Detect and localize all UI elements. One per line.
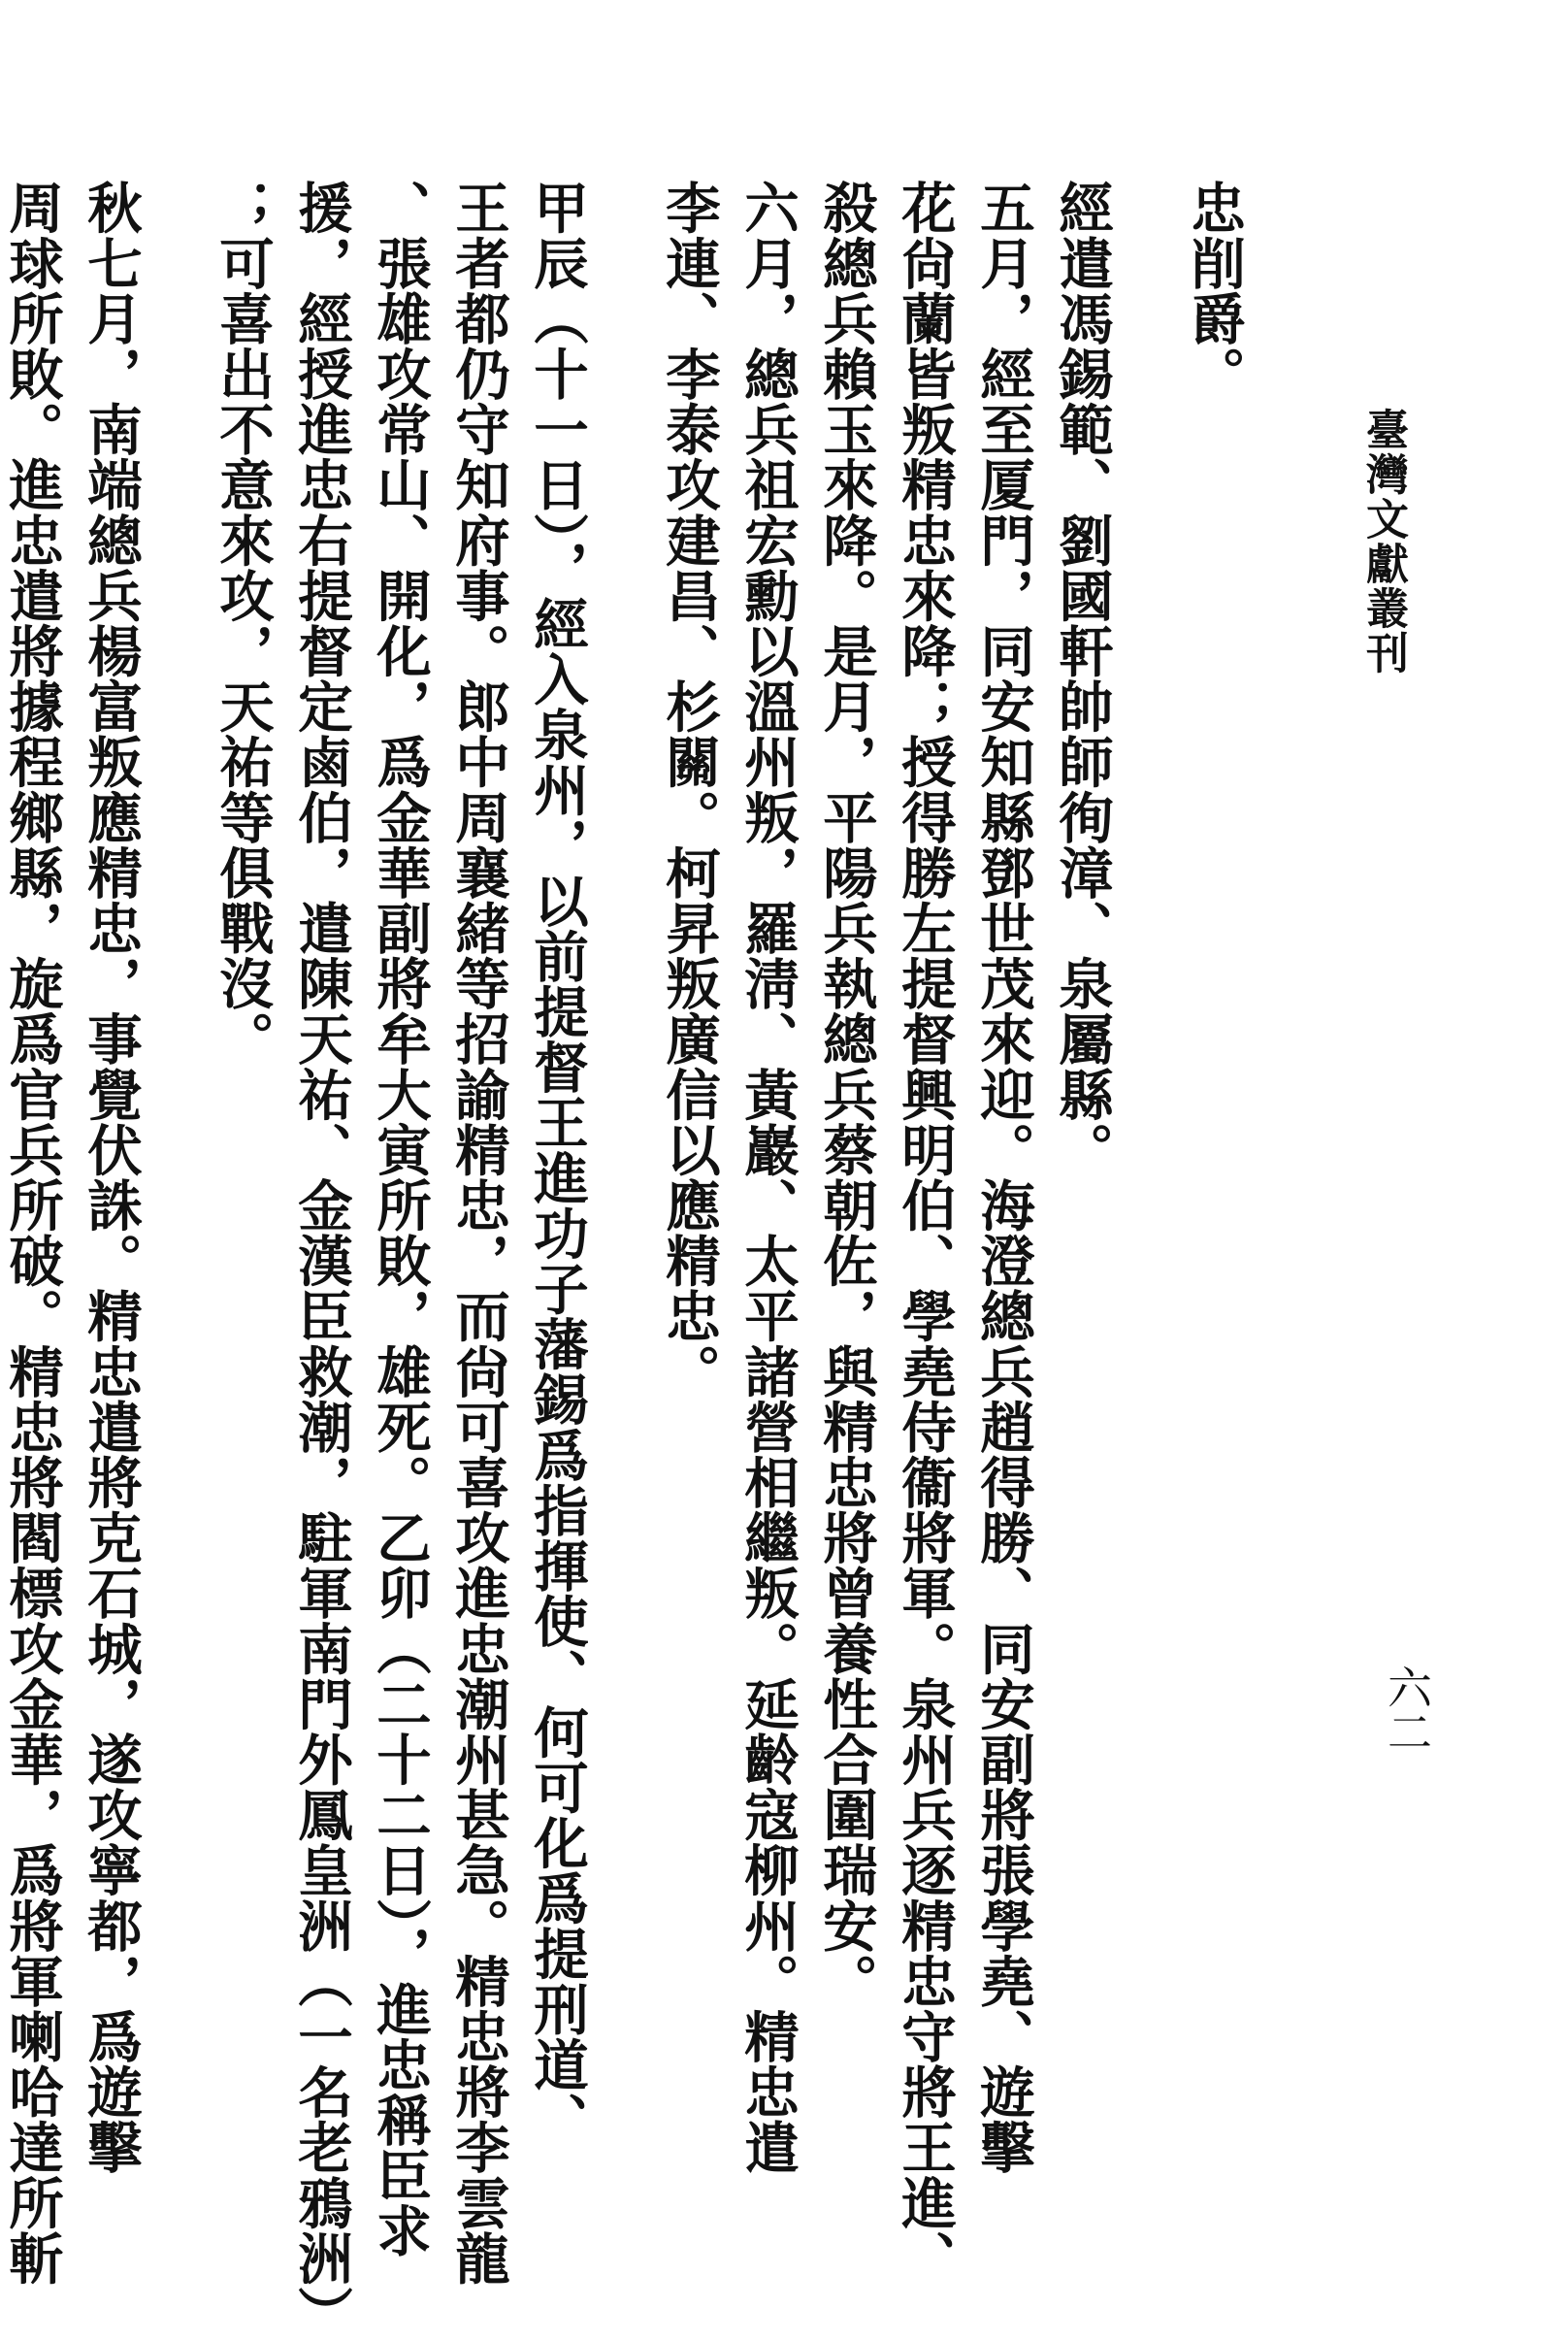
text-column: 五月，經至厦門，同安知縣鄧世茂來迎。海澄總兵趙得勝、同安副將張學堯、遊擊 — [971, 180, 1035, 2175]
text-column: 經遣馮錫範、劉國軒帥師徇漳、泉屬縣。 — [1050, 180, 1114, 1177]
text-column: 王者都仍守知府事。郎中周襄緒等招諭精忠，而尙可喜攻進忠潮州甚急。精忠將李雲龍 — [446, 180, 510, 2286]
text-column: 秋七月，南端總兵楊富叛應精忠，事覺伏誅。精忠遣將克石城，遂攻寧都，爲遊擊 — [79, 180, 143, 2175]
running-head: 臺灣文獻叢刊 — [1358, 408, 1408, 676]
vertical-text-block — [0, 180, 1253, 2341]
text-column: 六月，總兵祖宏勳以溫州叛，羅淸、黃巖、太平諸營相繼叛。延齡寇柳州。精忠遣 — [735, 180, 800, 2175]
text-column: 周球所敗。進忠遣將據程鄉縣，旋爲官兵所破。精忠將閻標攻金華，爲將軍喇哈達所斬 — [0, 180, 64, 2286]
text-column: 殺總兵賴玉來降。是月，平陽兵執總兵蔡朝佐，與精忠將曾養性合圍瑞安。 — [814, 180, 878, 2009]
page-number: 六二 — [1381, 1665, 1433, 1754]
text-column: 援，經授進忠右提督定鹵伯，遣陳天祐、金漢臣救潮，駐軍南門外鳳皇洲（一名老鴉洲） — [289, 180, 353, 2341]
text-column: ；可喜出不意來攻，天祐等俱戰沒。 — [211, 180, 275, 1067]
text-column: 李連、李泰攻建昌、杉關。柯昇叛廣信以應精忠。 — [657, 180, 721, 1400]
text-column: 甲辰（十一日），經入泉州，以前提督王進功子藩錫爲指揮使、何可化爲提刑道、 — [525, 180, 589, 2148]
text-column: 忠削爵。 — [1182, 180, 1246, 402]
text-column: 、張雄攻常山、開化，爲金華副將牟大寅所敗，雄死。乙卯（二十二日），進忠稱臣求 — [368, 180, 432, 2259]
text-column: 花尙蘭皆叛精忠來降；授得勝左提督興明伯、學堯侍衞將軍。泉州兵逐精忠守將王進、 — [893, 180, 957, 2286]
